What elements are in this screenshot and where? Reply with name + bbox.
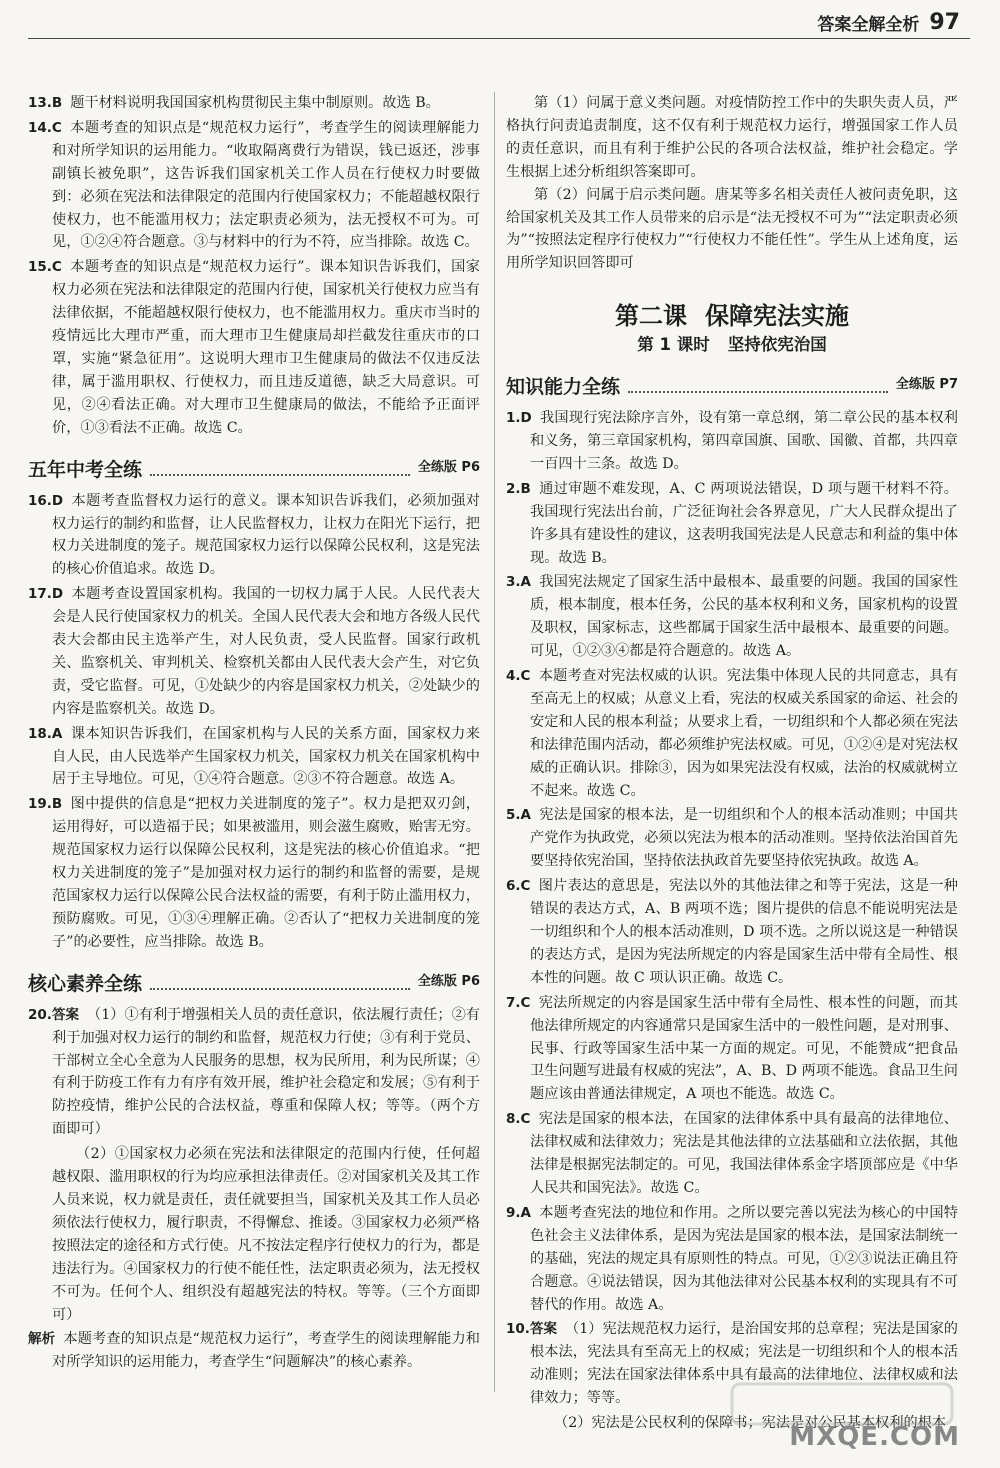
answer-item (506, 407, 958, 476)
item-number: 15.C (28, 259, 62, 276)
answer-item (28, 92, 480, 115)
item-number: 19.B (28, 796, 63, 813)
item-text: 本题考查的知识点是“规范权力运行”。课本知识告诉我们，国家权力必须在宪法和法律限定的范围内行使，国家机关行使权力应当有法律依据，不能超越权限行使权力，也不能滥用权力。重庆市当时的疫情远比大理市严重，而大理市卫生健康局却拦截发往重庆市的口罩，实施“紧急征用”。这说明大理市卫生健康局的做法不仅违反法律，属于滥用职权、行使权力，而且违反道德，缺乏大局意识。可见，②④看法正确。对大理市卫生健康局的做法，不能给予正面评价，①③看法不正确。故选 C。 (52, 259, 480, 436)
item-text: 本题考查对宪法权威的认识。宪法集中体现人民的共同意志，具有至高无上的权威；从意义上看，宪法的权威关系国家的命运、社会的安定和人民的根本利益；从要求上看，一切组织和个人都必须在宪法和法律范围内活动，都必须维护宪法权威。可见，①②④是对宪法权威的正确认识。排除③，因为如果宪法没有权威，法治的权威就树立不起来。故选 C。 (530, 668, 958, 799)
continued-paragraph-1: 第（1）问属于意义类问题。对疫情防控工作中的失职失责人员，严格执行问责追责制度，这不仅有利于规范权力运行，增强国家工作人员的责任意识，而且有利于维护公民的各项合法权益，维护社会稳定。学生根据上述分析组织答案即可。 (506, 95, 958, 180)
header-rule (28, 38, 970, 39)
item-number: 5.A (506, 807, 531, 824)
answer-20-part2: （2）①国家权力必须在宪法和法律限定的范围内行使，任何超越权限、滥用职权的行为均应承担法律责任。②对国家机关及其工作人员来说，权力就是责任，责任就要担当，国家机关及其工作人员必须依法行使权力，履行职责，不得懈怠、推诿。③国家权力必须严格按照法定的途径和方式行使。凡不按法定程序行使权力的行为，都是违法行为。④国家权力的行使不能任性，法定职责必须为，法无授权不可为。任何个人、组织没有超越宪法的特权。等等。（三个方面即可） (52, 1146, 480, 1323)
item-number: 16.D (28, 492, 64, 509)
answer-20-part1: （1）①有利于增强相关人员的责任意识，依法履行责任；②有利于加强对权力运行的制约和监督，规范权力行使；③有利于党员、干部树立全心全意为人民服务的思想，权为民所用，利为民所谋；④有利于防疫工作有力有序有效开展，维护社会稳定和发展；⑤有利于防控疫情，维护公民的合法权益，尊重和保障人权；等等。（两个方面即可） (52, 1006, 480, 1138)
answer-item (506, 665, 958, 802)
item-number: 2.B (506, 480, 531, 497)
item-text: 课本知识告诉我们，在国家机构与人民的关系方面，国家权力来自人民，由人民选举产生国家权力机关，国家权力机关在国家机构中居于主导地位。可见，①④符合题意。②③不符合题意。故选 A。 (52, 725, 480, 788)
analysis-text: 本题考查的知识点是“规范权力运行”，考查学生的阅读理解能力和对所学知识的运用能力，考查学生“问题解决”的核心素养。 (52, 1331, 480, 1371)
page-number: 97 (929, 9, 960, 35)
section-ref: 全练版 P7 (895, 377, 958, 393)
item-text: 本题考查监督权力运行的意义。课本知识告诉我们，必须加强对权力运行的制约和监督，让人民监督权力，让权力在阳光下运行，把权力关进制度的笼子。规范国家权力运行以保障公民权利，这是宪法的核心价值追求。故选 D。 (52, 492, 480, 578)
item-number: 10.答案 (506, 1321, 558, 1338)
answer-item (28, 490, 480, 582)
analysis-label: 解析 (28, 1331, 56, 1348)
answer-item (506, 1108, 958, 1200)
item-text: 宪法是国家的根本法，是一切组织和个人的根本活动准则；中国共产党作为执政党，必须以宪法为根本的活动准则。坚持依法治国首先要坚持依宪治国，坚持依法执政首先要坚持依宪执政。故选 A。 (530, 807, 958, 870)
item-number: 6.C (506, 878, 531, 895)
item-text: 我国宪法规定了国家生活中最根本、最重要的问题。我国的国家性质，根本制度，根本任务，公民的基本权利和义务，国家机构的设置及职权，国家标志，这些都属于国家生活中最根本、最重要的问题。可见，①②③④都是符合题意的。故选 A。 (530, 574, 958, 660)
answer-item (506, 875, 958, 990)
answer-10-part1: （1）宪法规范权力运行，是治国安邦的总章程；宪法是国家的根本法，宪法具有至高无上的权威；宪法是一切组织和个人的根本活动准则；宪法在国家法律体系中具有最高的法律地位、法律权威和法律效力；等等。 (530, 1321, 958, 1407)
item-text: 图片表达的意思是，宪法以外的其他法律之和等于宪法，这是一种错误的表达方式，A、B 两项不选；图片提供的信息不能说明宪法是一切组织和个人的根本活动准则，D 项不选。之所以说这是一种错误的表达方式，是因为宪法所规定的内容是国家生活中带有全局性、根本性的问题。故 C 项认识正确。故选 C。 (530, 878, 958, 986)
item-text: 宪法所规定的内容是国家生活中带有全局性、根本性的问题，而其他法律所规定的内容通常只是国家生活中的一般性问题，是对刑事、民事、行政等国家生活中某一方面的规定。可见，不能赞成“把食品卫生问题写进最有权威的宪法”，A、B、D 两项不能选。食品卫生问题应该由普通法律规定，A 项也不能选。故选 C。 (530, 994, 958, 1103)
section-leader (150, 988, 410, 990)
item-text: 本题考查设置国家机构。我国的一切权力属于人民。人民代表大会是人民行使国家权力的机关。全国人民代表大会和地方各级人民代表大会都由民主选举产生，对人民负责，受人民监督。国家行政机关、监察机关、审判机关、检察机关都由人民代表大会产生，对它负责，受它监督。可见，①处缺少的内容是国家权力机关，②处缺少的内容是监察机关。故选 D。 (52, 586, 480, 717)
column-divider (494, 92, 495, 1392)
answer-item (28, 793, 480, 953)
analysis-20 (28, 1328, 480, 1374)
section-title: 核心素养全练 (28, 972, 143, 995)
answer-item (506, 1202, 958, 1317)
header-title: 答案全解全析 (817, 14, 920, 35)
item-number: 4.C (506, 668, 531, 685)
answer-item (28, 256, 480, 439)
answer-item (28, 583, 480, 720)
item-number: 1.D (506, 410, 532, 427)
section-leader (150, 474, 410, 476)
period-name: 坚持依宪治国 (727, 335, 827, 355)
right-column (506, 92, 958, 1437)
left-column (28, 92, 480, 1376)
section-title: 知识能力全练 (506, 376, 621, 399)
page-header (817, 6, 960, 38)
item-number: 3.A (506, 574, 531, 591)
period-number: 第 1 课时 (637, 335, 710, 355)
item-text: 图中提供的信息是“把权力关进制度的笼子”。权力是把双刃剑，运用得好，可以造福于民；如果被滥用，则会滋生腐败，贻害无穷。规范国家权力运行以保障公民权利，这是宪法的核心价值追求。“把权力关进制度的笼子”是加强对权力运行的制约和监督的需要，是规范国家权力运行以保障公民合法权益的需要，有利于防止滥用权力，预防腐败。可见，①③④理解正确。②否认了“把权力关进制度的笼子”的必要性，应当排除。故选 B。 (52, 796, 480, 950)
section-ref: 全练版 P6 (417, 459, 480, 475)
answer-item (28, 723, 480, 792)
item-text: 本题考查宪法的地位和作用。之所以要完善以宪法为核心的中国特色社会主义法律体系，是因为宪法是国家的根本法，是国家法制统一的基础，宪法的规定具有原则性的特点。可见，①②③说法正确且符合题意。④说法错误，因为其他法律对公民基本权利的实现具有不可替代的作用。故选 A。 (530, 1204, 958, 1313)
item-text: 本题考查的知识点是“规范权力运行”，考查学生的阅读理解能力和对所学知识的运用能力。“收取隔离费行为错误，钱已返还，涉事副镇长被免职”，这告诉我们国家机关工作人员在行使权力时要做到：必须在宪法和法律限定的范围内行使国家权力；不能超越权限行使权力，也不能滥用权力；法定职责必须为，法无授权不可为。可见，①②④符合题意。③与材料中的行为不符，应当排除。故选 C。 (52, 119, 480, 251)
item-text: 宪法是国家的根本法，在国家的法律体系中具有最高的法律地位、法律权威和法律效力；宪法是其他法律的立法基础和立法依据，其他法律是根据宪法制定的。可见，我国法律体系金字塔顶部应是《中华人民共和国宪法》。故选 C。 (530, 1111, 958, 1196)
item-number: 20.答案 (28, 1006, 80, 1023)
answer-20 (28, 1004, 480, 1141)
answer-item (506, 992, 958, 1107)
section-core-literacy (28, 966, 480, 996)
item-number: 9.A (506, 1204, 531, 1221)
section-five-year (28, 452, 480, 482)
item-number: 17.D (28, 586, 64, 603)
section-ref: 全练版 P6 (417, 973, 480, 989)
watermark-text: MXQE.COM (789, 1422, 960, 1452)
section-leader (628, 391, 888, 393)
lesson-title (506, 302, 958, 331)
lesson-name: 保障宪法实施 (705, 302, 849, 331)
answer-item (506, 804, 958, 873)
item-number: 18.A (28, 725, 63, 742)
item-text: 我国现行宪法除序言外，设有第一章总纲，第二章公民的基本权利和义务，第三章国家机构，第四章国旗、国歌、国徽、首都，共四章一百四十三条。故选 D。 (530, 410, 958, 472)
lesson-number: 第二课 (615, 302, 687, 331)
answer-item (506, 478, 958, 570)
item-number: 7.C (506, 994, 531, 1011)
answer-item (506, 571, 958, 663)
item-number: 14.C (28, 119, 62, 136)
section-knowledge (506, 369, 958, 399)
section-title: 五年中考全练 (28, 458, 143, 481)
item-text: 通过审题不难发现，A、C 两项说法错误，D 项与题干材料不符。我国现行宪法出台前，广泛征询社会各界意见，广大人民群众提出了许多具有建设性的建议，这表明我国宪法是人民意志和利益的集中体现。故选 B。 (530, 480, 958, 566)
answer-item (28, 117, 480, 254)
item-number: 8.C (506, 1111, 531, 1128)
answer-10-part2: （2）宪法是公民权利的保障书；宪法是对公民基本权利的根本 (554, 1415, 947, 1432)
period-title (506, 334, 958, 357)
item-text: 题干材料说明我国国家机构贯彻民主集中制原则。故选 B。 (70, 95, 440, 111)
item-number: 13.B (28, 95, 63, 111)
continued-paragraph-2: 第（2）问属于启示类问题。唐某等多名相关责任人被问责免职，这给国家机关及其工作人员带来的启示是“法无授权不可为”“法定职责必须为”“按照法定程序行使权力”“行使权力不能任性”。学生从上述角度，运用所学知识回答即可 (506, 186, 958, 272)
